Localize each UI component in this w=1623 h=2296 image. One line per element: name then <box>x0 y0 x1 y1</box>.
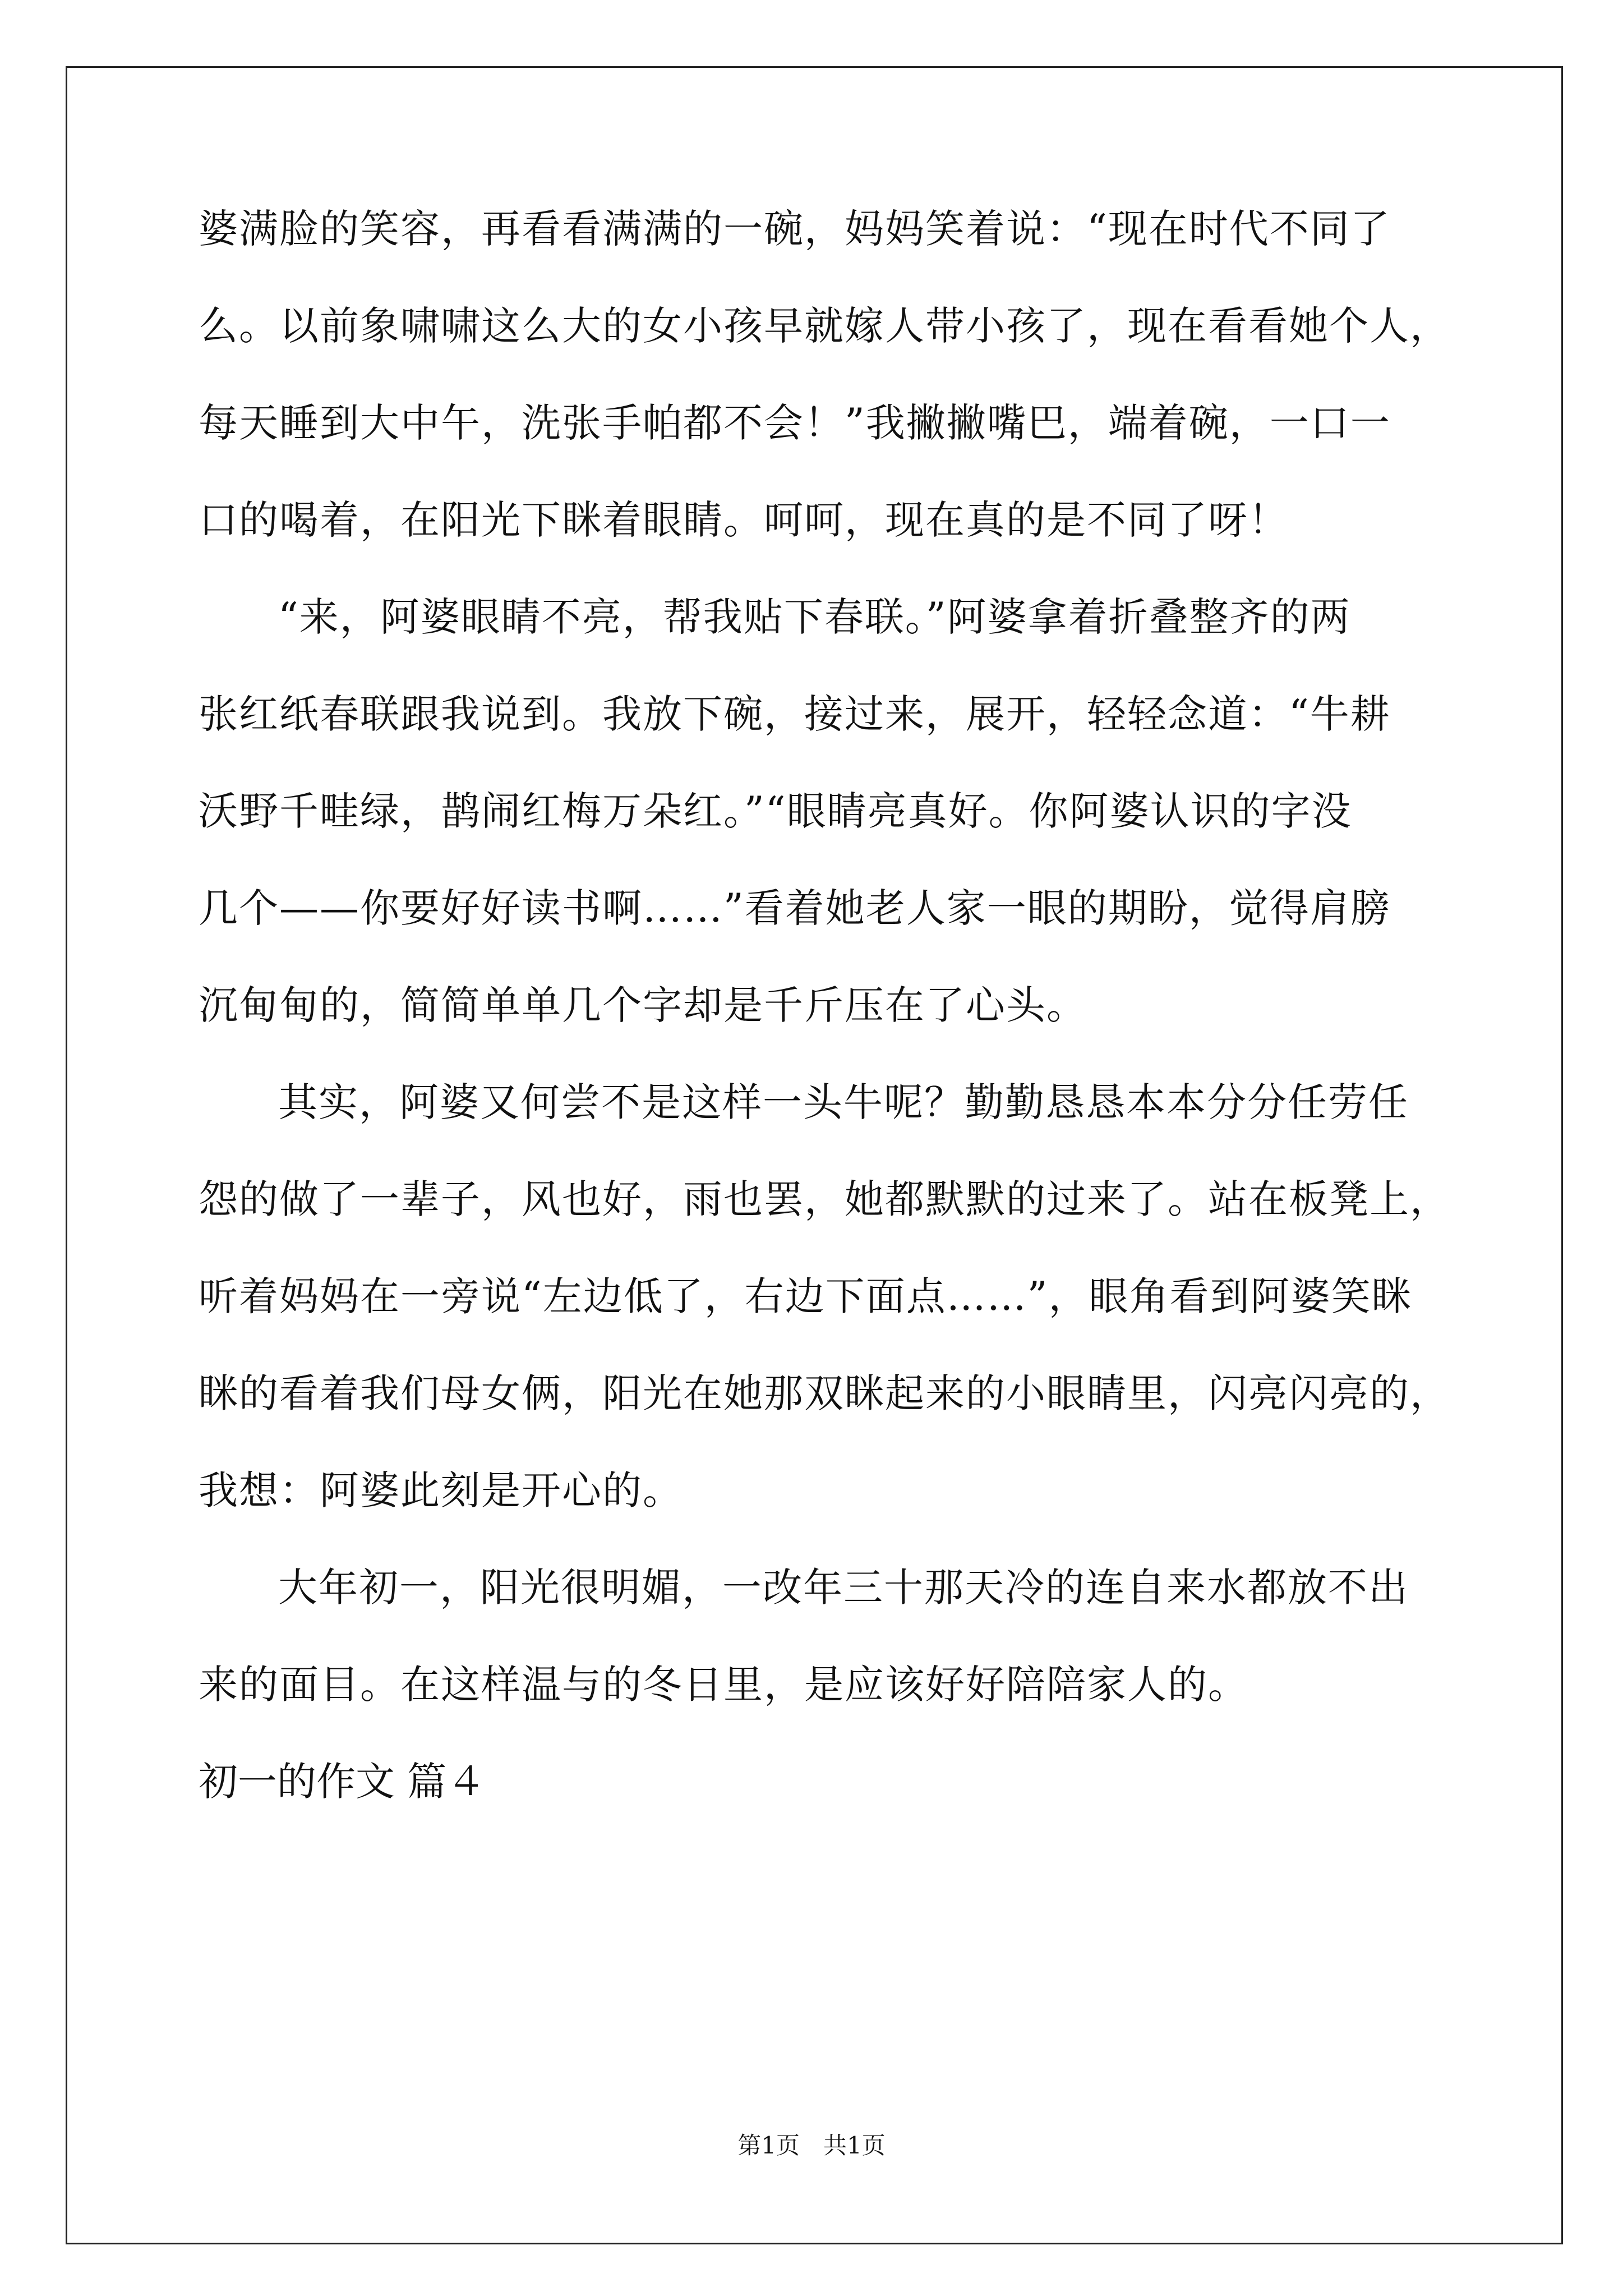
section-heading: 初一的作文 篇４ <box>199 1759 486 1805</box>
paragraph-line: “来，阿婆眼睛不亮，帮我贴下春联。”阿婆拿着折叠整齐的两 <box>278 594 1351 640</box>
paragraph-line: 婆满脸的笑容，再看看满满的一碗，妈妈笑着说：“现在时代不同了 <box>199 206 1391 252</box>
paragraph-line: 我想：阿婆此刻是开心的。 <box>199 1467 683 1513</box>
page-number-footer: 第1页 共1页 <box>737 2132 886 2159</box>
paragraph-line: 听着妈妈在一旁说“左边低了，右边下面点……”，眼角看到阿婆笑眯 <box>199 1273 1412 1319</box>
paragraph-line: 每天睡到大中午，洗张手帕都不会！”我撇撇嘴巴，端着碗，一口一 <box>199 400 1391 446</box>
document-body <box>199 206 1450 1857</box>
paragraph-line: 几个——你要好好读书啊……”看着她老人家一眼的期盼，觉得肩膀 <box>199 885 1391 931</box>
paragraph-line: 眯的看着我们母女俩，阳光在她那双眯起来的小眼睛里，闪亮闪亮的， <box>199 1370 1450 1416</box>
paragraph-line: 么。以前象啸啸这么大的女小孩早就嫁人带小孩了，现在看看她个人， <box>199 303 1450 349</box>
paragraph-line: 大年初一，阳光很明媚，一改年三十那天冷的连自来水都放不出 <box>278 1565 1409 1611</box>
paragraph-line: 沉甸甸的，简简单单几个字却是千斤压在了心头。 <box>199 982 1087 1028</box>
paragraph-line: 来的面目。在这样温与的冬日里，是应该好好陪陪家人的。 <box>199 1662 1248 1708</box>
paragraph-line: 怨的做了一辈子，风也好，雨也罢，她都默默的过来了。站在板凳上， <box>199 1176 1450 1222</box>
paragraph-line: 口的喝着，在阳光下眯着眼睛。呵呵，现在真的是不同了呀！ <box>199 497 1289 543</box>
paragraph-line: 其实，阿婆又何尝不是这样一头牛呢？勤勤恳恳本本分分任劳任 <box>278 1079 1409 1125</box>
paragraph-line: 沃野千畦绿，鹊闹红梅万朵红。”“眼睛亮真好。你阿婆认识的字没 <box>199 788 1352 834</box>
paragraph-line: 张红纸春联跟我说到。我放下碗，接过来，展开，轻轻念道：“牛耕 <box>199 691 1391 737</box>
